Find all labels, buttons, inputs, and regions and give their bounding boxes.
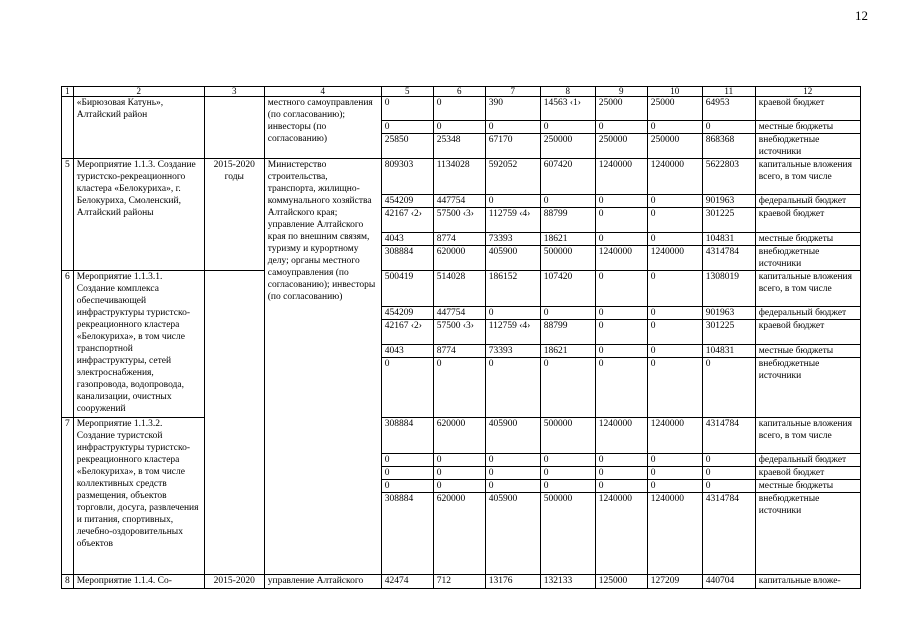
value-cell: 301225	[702, 320, 755, 345]
measure-name-cell: Мероприятие 1.1.3. Создание туристско-рекреационного кластера «Белокуриха», г. Белокуриха, Смоленский, Алтайский районы	[73, 159, 204, 271]
value-cell: 620000	[433, 418, 485, 454]
value-cell: 0	[595, 208, 647, 233]
value-cell: 712	[433, 575, 485, 589]
value-cell: 4314784	[702, 418, 755, 454]
source-cell: капитальные вложения всего, в том числе	[755, 418, 860, 454]
source-cell: капитальные вложения всего, в том числе	[755, 271, 860, 307]
value-cell: 0	[433, 358, 485, 418]
header-cell: 3	[204, 87, 264, 97]
value-cell: 620000	[433, 246, 485, 271]
value-cell: 112759 ‹4›	[485, 208, 540, 233]
value-cell: 0	[540, 454, 595, 467]
value-cell: 0	[485, 467, 540, 480]
value-cell: 0	[433, 454, 485, 467]
executor-cell: управление Алтайского	[264, 575, 381, 589]
value-cell: 0	[595, 345, 647, 358]
value-cell: 250000	[595, 134, 647, 159]
value-cell: 0	[595, 307, 647, 320]
value-cell: 112759 ‹4›	[485, 320, 540, 345]
value-cell: 0	[647, 195, 702, 208]
table-row	[62, 418, 861, 454]
value-cell: 73393	[485, 233, 540, 246]
value-cell: 0	[381, 121, 433, 134]
source-cell: внебюджетные источники	[755, 358, 860, 418]
value-cell: 0	[381, 480, 433, 493]
header-cell: 12	[755, 87, 860, 97]
row-number-cell: 7	[62, 418, 74, 575]
row-number-cell	[62, 97, 74, 159]
value-cell: 0	[647, 121, 702, 134]
header-cell: 4	[264, 87, 381, 97]
source-cell: капитальные вложения всего, в том числе	[755, 159, 860, 195]
value-cell: 0	[381, 358, 433, 418]
value-cell: 454209	[381, 195, 433, 208]
measure-name-cell: Мероприятие 1.1.3.1. Создание комплекса обеспечивающей инфраструктуры туристско-рекреационного кластера «Белокуриха», в том числе транспортной инфраструктуры, сетей электроснабжения, газопровода, водопровода, канализации, очистных сооружений	[73, 271, 204, 418]
value-cell: 0	[702, 121, 755, 134]
header-cell: 9	[595, 87, 647, 97]
value-cell: 25348	[433, 134, 485, 159]
value-cell: 500419	[381, 271, 433, 307]
value-cell: 0	[647, 345, 702, 358]
value-cell: 0	[702, 480, 755, 493]
table-row	[62, 271, 861, 307]
value-cell: 0	[702, 358, 755, 418]
header-cell: 11	[702, 87, 755, 97]
value-cell: 0	[647, 320, 702, 345]
source-cell: местные бюджеты	[755, 345, 860, 358]
value-cell: 4043	[381, 233, 433, 246]
measure-name-cell: Мероприятие 1.1.4. Со-	[73, 575, 204, 589]
value-cell: 8774	[433, 233, 485, 246]
value-cell: 500000	[540, 493, 595, 575]
value-cell: 0	[485, 454, 540, 467]
value-cell: 0	[595, 233, 647, 246]
value-cell: 405900	[485, 246, 540, 271]
value-cell: 0	[540, 195, 595, 208]
value-cell: 25850	[381, 134, 433, 159]
source-cell: федеральный бюджет	[755, 195, 860, 208]
value-cell: 42167 ‹2›	[381, 208, 433, 233]
value-cell: 1240000	[647, 159, 702, 195]
value-cell: 0	[595, 480, 647, 493]
row-number-cell: 6	[62, 271, 74, 418]
value-cell: 64953	[702, 97, 755, 121]
value-cell: 0	[381, 454, 433, 467]
period-cell	[204, 97, 264, 159]
value-cell: 301225	[702, 208, 755, 233]
financing-table	[61, 86, 861, 589]
value-cell: 1240000	[647, 246, 702, 271]
value-cell: 1134028	[433, 159, 485, 195]
period-cell: 2015-2020 годы	[204, 159, 264, 271]
value-cell: 0	[702, 467, 755, 480]
source-cell: местные бюджеты	[755, 233, 860, 246]
value-cell: 1240000	[595, 159, 647, 195]
header-cell: 2	[73, 87, 204, 97]
value-cell: 868368	[702, 134, 755, 159]
value-cell: 0	[595, 121, 647, 134]
value-cell: 0	[647, 307, 702, 320]
value-cell: 8774	[433, 345, 485, 358]
value-cell: 4043	[381, 345, 433, 358]
table-row	[62, 159, 861, 195]
value-cell: 250000	[540, 134, 595, 159]
value-cell: 67170	[485, 134, 540, 159]
value-cell: 42474	[381, 575, 433, 589]
value-cell: 447754	[433, 307, 485, 320]
table-row	[62, 575, 861, 589]
value-cell: 0	[595, 467, 647, 480]
value-cell: 390	[485, 97, 540, 121]
value-cell: 308884	[381, 493, 433, 575]
value-cell: 107420	[540, 271, 595, 307]
value-cell: 104831	[702, 233, 755, 246]
value-cell: 0	[647, 358, 702, 418]
value-cell: 0	[540, 467, 595, 480]
value-cell: 0	[647, 271, 702, 307]
value-cell: 18621	[540, 233, 595, 246]
value-cell: 0	[595, 358, 647, 418]
value-cell: 901963	[702, 195, 755, 208]
value-cell: 308884	[381, 246, 433, 271]
header-cell: 10	[647, 87, 702, 97]
value-cell: 592052	[485, 159, 540, 195]
value-cell: 250000	[647, 134, 702, 159]
value-cell: 186152	[485, 271, 540, 307]
value-cell: 0	[540, 480, 595, 493]
value-cell: 1308019	[702, 271, 755, 307]
value-cell: 57500 ‹3›	[433, 208, 485, 233]
value-cell: 440704	[702, 575, 755, 589]
value-cell: 25000	[647, 97, 702, 121]
value-cell: 0	[595, 271, 647, 307]
value-cell: 0	[647, 208, 702, 233]
source-cell: краевой бюджет	[755, 320, 860, 345]
value-cell: 25000	[595, 97, 647, 121]
row-number-cell: 5	[62, 159, 74, 271]
value-cell: 809303	[381, 159, 433, 195]
value-cell: 0	[595, 454, 647, 467]
value-cell: 607420	[540, 159, 595, 195]
value-cell: 308884	[381, 418, 433, 454]
value-cell: 447754	[433, 195, 485, 208]
source-cell: внебюджетные источники	[755, 134, 860, 159]
header-cell: 8	[540, 87, 595, 97]
value-cell: 0	[540, 358, 595, 418]
value-cell: 1240000	[595, 246, 647, 271]
measure-name-cell: Мероприятие 1.1.3.2. Создание туристской инфраструктуры туристско-рекреационного кластера «Белокуриха», в том числе коллективных средств размещения, объектов торговли, досуга, развлечения и питания, спортивных, лечебно-оздоровительных объектов	[73, 418, 204, 575]
value-cell: 620000	[433, 493, 485, 575]
header-cell: 6	[433, 87, 485, 97]
header-cell: 1	[62, 87, 74, 97]
value-cell: 0	[485, 307, 540, 320]
value-cell: 0	[381, 97, 433, 121]
value-cell: 0	[540, 307, 595, 320]
value-cell: 0	[485, 121, 540, 134]
header-row	[62, 87, 861, 97]
value-cell: 0	[485, 480, 540, 493]
source-cell: внебюджетные источники	[755, 493, 860, 575]
value-cell: 901963	[702, 307, 755, 320]
value-cell: 5622803	[702, 159, 755, 195]
value-cell: 125000	[595, 575, 647, 589]
value-cell: 42167 ‹2›	[381, 320, 433, 345]
value-cell: 88799	[540, 208, 595, 233]
value-cell: 0	[647, 454, 702, 467]
header-cell: 5	[381, 87, 433, 97]
header-cell: 7	[485, 87, 540, 97]
value-cell: 57500 ‹3›	[433, 320, 485, 345]
value-cell: 73393	[485, 345, 540, 358]
value-cell: 0	[485, 358, 540, 418]
value-cell: 500000	[540, 246, 595, 271]
source-cell: краевой бюджет	[755, 467, 860, 480]
value-cell: 104831	[702, 345, 755, 358]
value-cell: 0	[433, 121, 485, 134]
value-cell: 0	[485, 195, 540, 208]
value-cell: 0	[647, 480, 702, 493]
value-cell: 0	[702, 454, 755, 467]
source-cell: местные бюджеты	[755, 480, 860, 493]
period-cell	[204, 271, 264, 575]
value-cell: 1240000	[647, 418, 702, 454]
measure-name-cell: «Бирюзовая Катунь», Алтайский район	[73, 97, 204, 159]
value-cell: 1240000	[595, 493, 647, 575]
period-cell: 2015-2020	[204, 575, 264, 589]
value-cell: 514028	[433, 271, 485, 307]
row-number-cell: 8	[62, 575, 74, 589]
source-cell: краевой бюджет	[755, 97, 860, 121]
value-cell: 0	[595, 195, 647, 208]
source-cell: местные бюджеты	[755, 121, 860, 134]
page-number: 12	[855, 8, 868, 23]
value-cell: 0	[381, 467, 433, 480]
value-cell: 0	[433, 97, 485, 121]
value-cell: 18621	[540, 345, 595, 358]
value-cell: 0	[433, 467, 485, 480]
value-cell: 4314784	[702, 493, 755, 575]
value-cell: 1240000	[595, 418, 647, 454]
value-cell: 1240000	[647, 493, 702, 575]
source-cell: федеральный бюджет	[755, 454, 860, 467]
value-cell: 127209	[647, 575, 702, 589]
value-cell: 0	[540, 121, 595, 134]
value-cell: 0	[647, 233, 702, 246]
value-cell: 88799	[540, 320, 595, 345]
executor-cell: местного самоуправления (по согласованию); инвесторы (по согласованию)	[264, 97, 381, 159]
value-cell: 14563 ‹1›	[540, 97, 595, 121]
value-cell: 0	[595, 320, 647, 345]
value-cell: 13176	[485, 575, 540, 589]
value-cell: 405900	[485, 418, 540, 454]
value-cell: 405900	[485, 493, 540, 575]
value-cell: 500000	[540, 418, 595, 454]
source-cell: внебюджетные источники	[755, 246, 860, 271]
value-cell: 132133	[540, 575, 595, 589]
source-cell: капитальные вложе-	[755, 575, 860, 589]
source-cell: федеральный бюджет	[755, 307, 860, 320]
table-row	[62, 97, 861, 121]
source-cell: краевой бюджет	[755, 208, 860, 233]
value-cell: 0	[647, 467, 702, 480]
value-cell: 4314784	[702, 246, 755, 271]
value-cell: 454209	[381, 307, 433, 320]
executor-cell: Министерство строительства, транспорта, жилищно-коммунального хозяйства Алтайского края; управление Алтайского края по внешним связям, туризму и курортному делу; органы местного самоуправления (по согласованию); инвесторы (по согласованию)	[264, 159, 381, 575]
value-cell: 0	[433, 480, 485, 493]
